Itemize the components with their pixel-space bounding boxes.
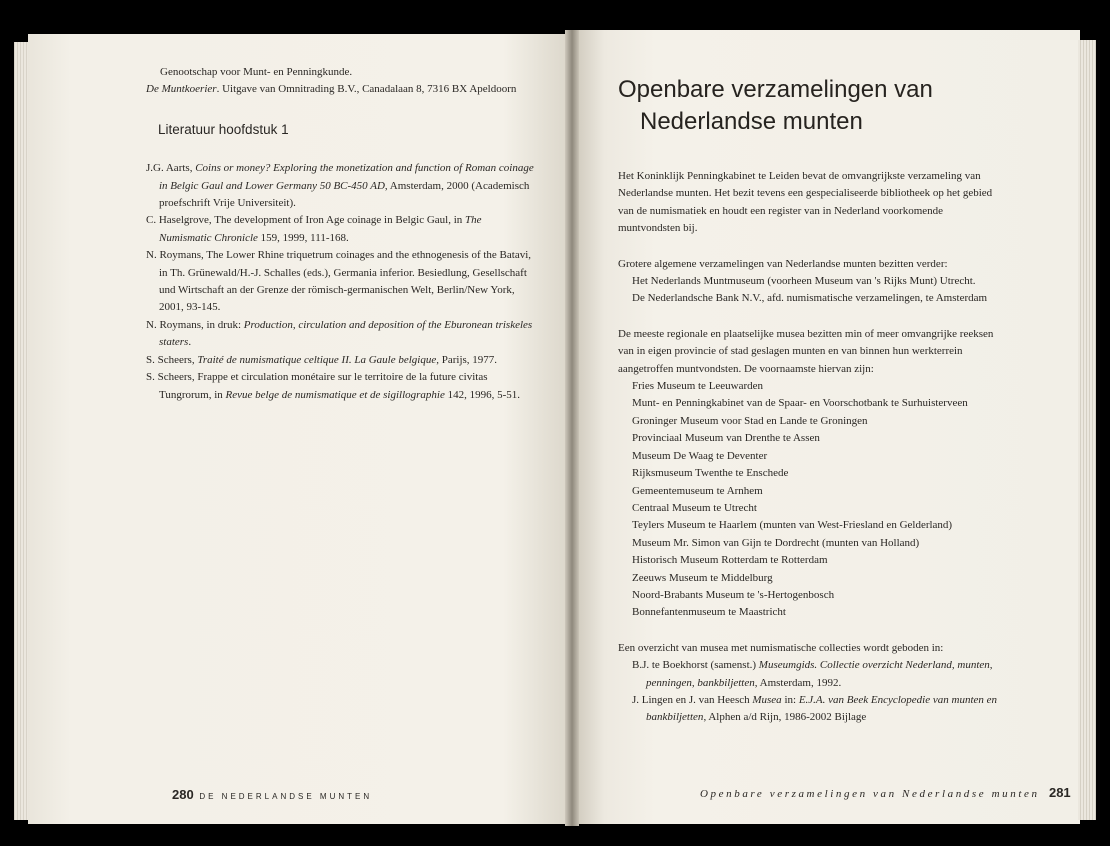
museum-item: Gemeentemuseum te Arnhem	[632, 484, 763, 497]
intro-line: Genootschap voor Munt- en Penningkunde.	[160, 66, 353, 78]
intro-line: De Muntkoerier. Uitgave van Omnitrading B.V., Canadalaan 8, 7316 BX Apeldoorn	[146, 83, 517, 96]
paragraph-intro: Grotere algemene verzamelingen van Nederlandse munten bezitten verder:	[618, 257, 948, 270]
reference-item: J. Lingen en J. van Heesch Musea in: E.J.A. van Beek Encyclopedie van munten en bankbiljetten, Alphen a/d Rijn, 1986-2002 Bijlage	[632, 693, 998, 724]
museum-item: Centraal Museum te Utrecht	[632, 501, 757, 514]
section-title-line: Openbare verzamelingen van	[618, 76, 933, 103]
section-title-line: Nederlandse munten	[640, 108, 863, 135]
page-number: 280	[172, 787, 194, 802]
paragraph-collections	[618, 256, 998, 308]
bibliography-entry: S. Scheers, Frappe et circulation monétaire sur le territoire de la future civitas Tungrorum, in Revue belge de numismatique et de sigillographie 142, 1996, 5-51.	[146, 371, 521, 401]
left-page-text	[146, 64, 536, 404]
bibliography-entry: C. Haselgrove, The development of Iron Age coinage in Belgic Gaul, in The Numismatic Chronicle 159, 1999, 111-168.	[146, 214, 482, 244]
museum-item: Zeeuws Museum te Middelburg	[632, 571, 773, 584]
paragraph-museums	[618, 326, 998, 622]
collection-item: Het Nederlands Muntmuseum (voorheen Museum van 's Rijks Munt) Utrecht.	[632, 275, 976, 288]
book-gutter	[565, 30, 579, 826]
museum-item: Munt- en Penningkabinet van de Spaar- en Voorschotbank te Surhuisterveen	[632, 397, 968, 410]
paragraph: Het Koninklijk Penningkabinet te Leiden bevat de omvangrijkste verzameling van Nederlandse munten. Het bezit tevens een gespecialiseerde bibliotheek op het gebied van de numismatiek en houdt een register van in Nederland voorkomende muntvondsten bij.	[618, 170, 993, 235]
museum-item: Museum Mr. Simon van Gijn te Dordrecht (munten van Holland)	[632, 536, 920, 549]
chapter-literature-heading: Literatuur hoofdstuk 1	[158, 121, 289, 137]
paragraph-intro: De meeste regionale en plaatselijke musea bezitten min of meer omvangrijke reeksen van in eigen provincie of stad geslagen munten en van binnen hun werkterrein aangetroffen muntvondsten. De voornaamste hiervan zijn:	[618, 327, 994, 375]
right-page-text	[618, 74, 998, 745]
bibliography-entry: N. Roymans, in druk: Production, circulation and deposition of the Eburonean triskeles staters.	[146, 318, 533, 349]
museum-item: Groninger Museum voor Stad en Lande te Groningen	[632, 414, 868, 427]
bibliography-entry: J.G. Aarts, Coins or money? Exploring the monetization and function of Roman coinage in Belgic Gaul and Lower Germany 50 BC-450 AD, Amsterdam, 2000 (Academisch proefschrift Vrije Universiteit).	[146, 162, 534, 210]
running-head: Openbare verzamelingen van Nederlandse munten	[700, 788, 1040, 800]
running-head: DE NEDERLANDSE MUNTEN	[199, 792, 373, 801]
bibliography-entry: S. Scheers, Traité de numismatique celtique II. La Gaule belgique, Parijs, 1977.	[146, 353, 498, 366]
paragraph-intro: Een overzicht van musea met numismatische collecties wordt geboden in:	[618, 641, 944, 654]
page-number: 281	[1048, 785, 1071, 800]
paragraph-overview	[618, 640, 998, 727]
museum-item: Provinciaal Museum van Drenthe te Assen	[632, 432, 820, 445]
collection-item: De Nederlandsche Bank N.V., afd. numismatische verzamelingen, te Amsterdam	[632, 292, 988, 305]
bibliography-entry: N. Roymans, The Lower Rhine triquetrum coinages and the ethnogenesis of the Batavi, in Th. Grünewald/H.-J. Schalles (eds.), Germania inferior. Besiedlung, Gesellschaft und Wirtschaft an der Grenze der römisch-germanischen Welt, Berlin/New York, 2001, 93-145.	[146, 249, 532, 314]
section-title	[618, 74, 998, 138]
right-page-edges	[1078, 40, 1096, 820]
reference-item: B.J. te Boekhorst (samenst.) Museumgids. Collectie overzicht Nederland, munten, penningen, bankbiljetten, Amsterdam, 1992.	[632, 659, 993, 689]
right-page-footer	[700, 785, 1071, 800]
museum-item: Teylers Museum te Haarlem (munten van West-Friesland en Gelderland)	[632, 519, 953, 532]
museum-item: Rijksmuseum Twenthe te Enschede	[632, 467, 789, 480]
museum-item: Noord-Brabants Museum te 's-Hertogenbosch	[632, 588, 835, 601]
left-page-footer	[172, 787, 372, 802]
museum-item: Fries Museum te Leeuwarden	[632, 380, 764, 393]
museum-item: Museum De Waag te Deventer	[632, 449, 768, 462]
museum-item: Historisch Museum Rotterdam te Rotterdam	[632, 554, 828, 567]
museum-item: Bonnefantenmuseum te Maastricht	[632, 606, 786, 619]
